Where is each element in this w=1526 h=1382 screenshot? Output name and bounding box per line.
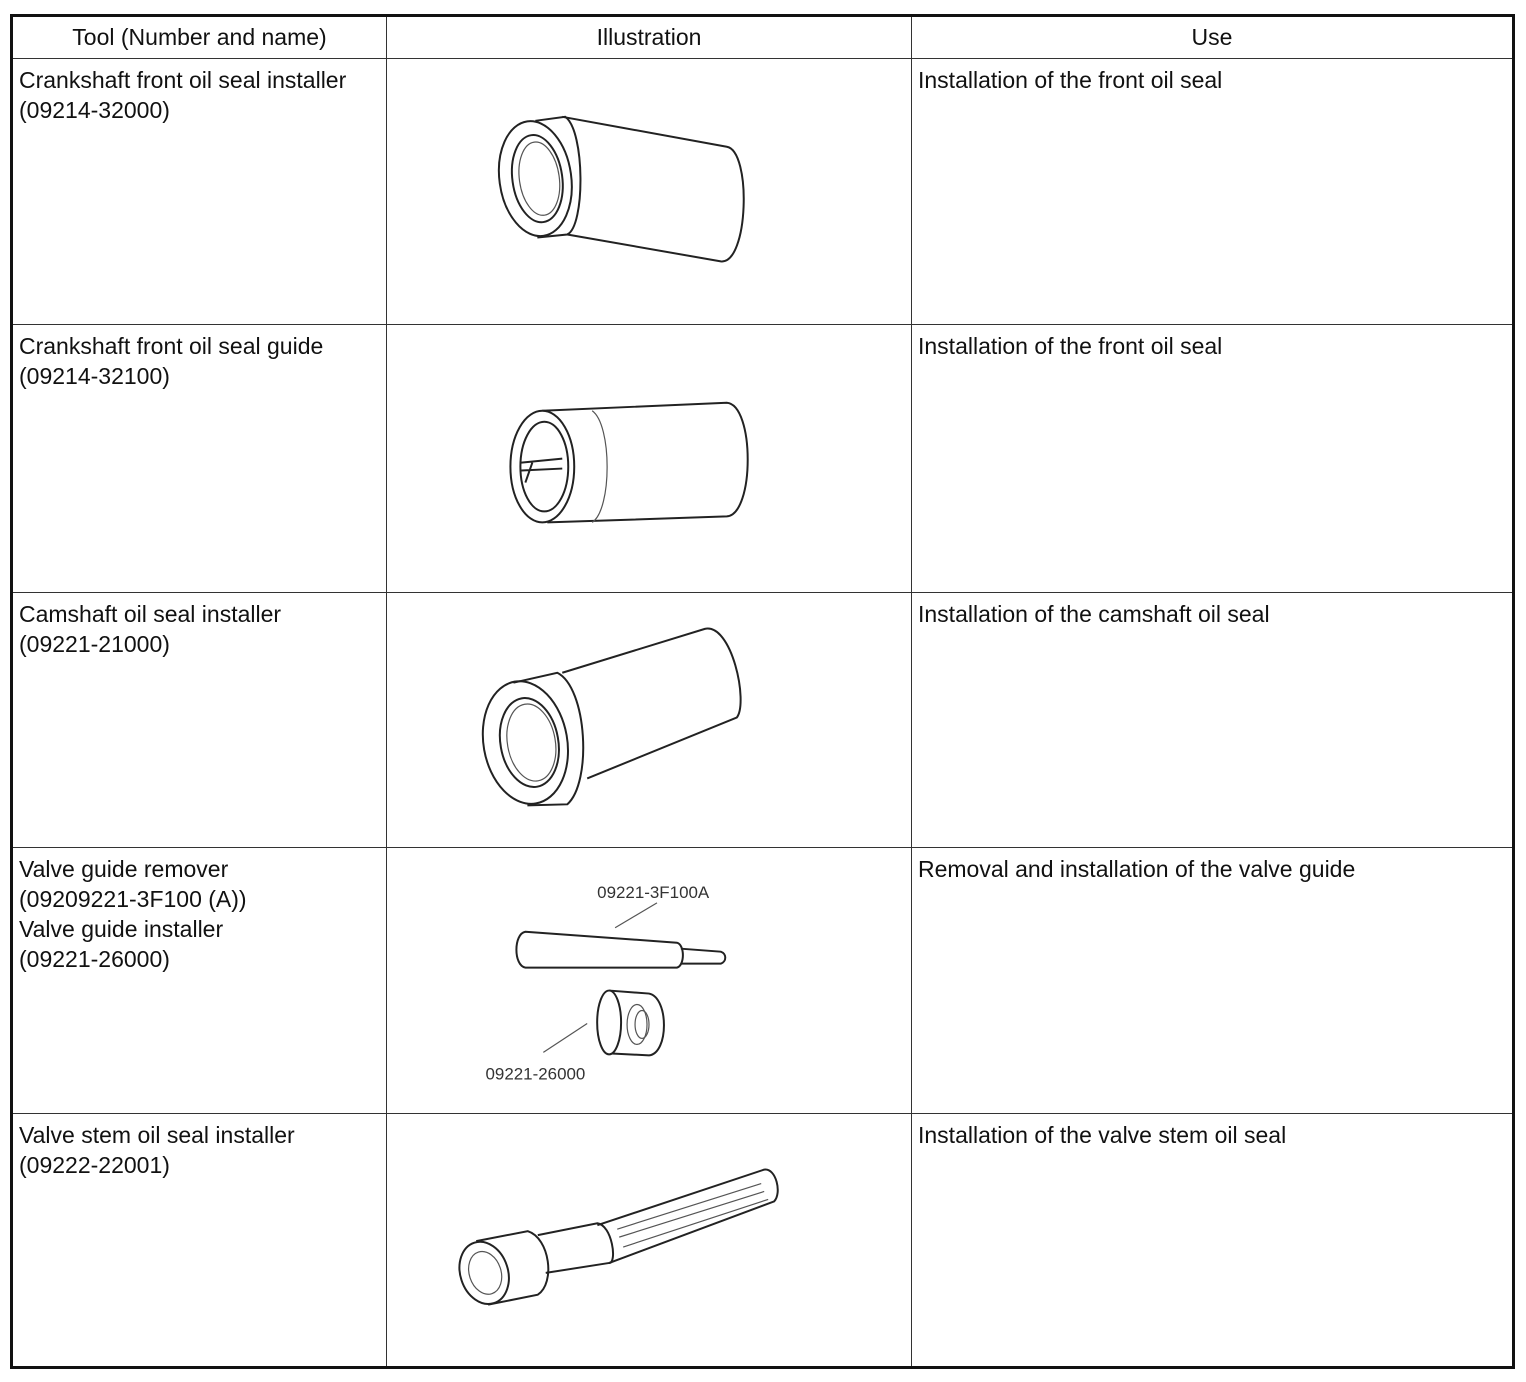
use-cell [912, 593, 1514, 847]
valve-stem-seal-installer-illustration [387, 1114, 912, 1366]
tool-cell [12, 847, 387, 1113]
crankshaft-seal-guide-illustration [387, 325, 912, 592]
tool-name: Valve stem oil seal installer [19, 1121, 295, 1148]
use-cell [912, 847, 1514, 1113]
tool-name: Valve guide installer [19, 915, 224, 942]
illustration-cell [387, 325, 912, 593]
illustration-cell [387, 847, 912, 1113]
tool-cell [12, 59, 387, 325]
table-row [12, 325, 1514, 593]
tool-number: (09214-32000) [19, 97, 170, 124]
tool-number: (09222-22001) [19, 1151, 170, 1178]
special-tools-table [10, 14, 1515, 1369]
table-row [12, 593, 1514, 847]
tool-number: (09221-21000) [19, 631, 170, 658]
illustration-cell [387, 593, 912, 847]
tool-cell [12, 1113, 387, 1367]
use-text: Installation of the front oil seal [918, 67, 1223, 94]
use-text: Installation of the camshaft oil seal [918, 601, 1270, 628]
illustration-cell [387, 59, 912, 325]
remover-part-number: 09221-3F100A [597, 882, 710, 902]
use-text: Installation of the front oil seal [918, 333, 1223, 360]
tool-name: Valve guide remover [19, 855, 229, 882]
table-row [12, 1113, 1514, 1367]
tool-name: Crankshaft front oil seal installer [19, 67, 347, 94]
installer-part-number: 09221-26000 [485, 1063, 586, 1083]
use-cell [912, 325, 1514, 593]
tool-cell [12, 325, 387, 593]
header-illustration: Illustration [387, 16, 912, 59]
tool-number: (09221-26000) [19, 945, 170, 972]
tool-number: (09214-32100) [19, 363, 170, 390]
camshaft-seal-installer-illustration [387, 593, 912, 846]
use-text: Removal and installation of the valve guide [918, 855, 1356, 882]
header-use: Use [912, 16, 1514, 59]
tool-number: (09209221-3F100 (A)) [19, 885, 247, 912]
header-row [12, 16, 1514, 59]
crankshaft-seal-installer-illustration [387, 59, 912, 324]
valve-guide-tools-illustration [387, 848, 912, 1113]
table-row [12, 59, 1514, 325]
header-tool: Tool (Number and name) [12, 16, 387, 59]
table-row [12, 847, 1514, 1113]
tool-cell [12, 593, 387, 847]
tool-name: Camshaft oil seal installer [19, 601, 282, 628]
use-text: Installation of the valve stem oil seal [918, 1121, 1287, 1148]
use-cell [912, 1113, 1514, 1367]
tool-name: Crankshaft front oil seal guide [19, 333, 324, 360]
illustration-cell [387, 1113, 912, 1367]
use-cell [912, 59, 1514, 325]
